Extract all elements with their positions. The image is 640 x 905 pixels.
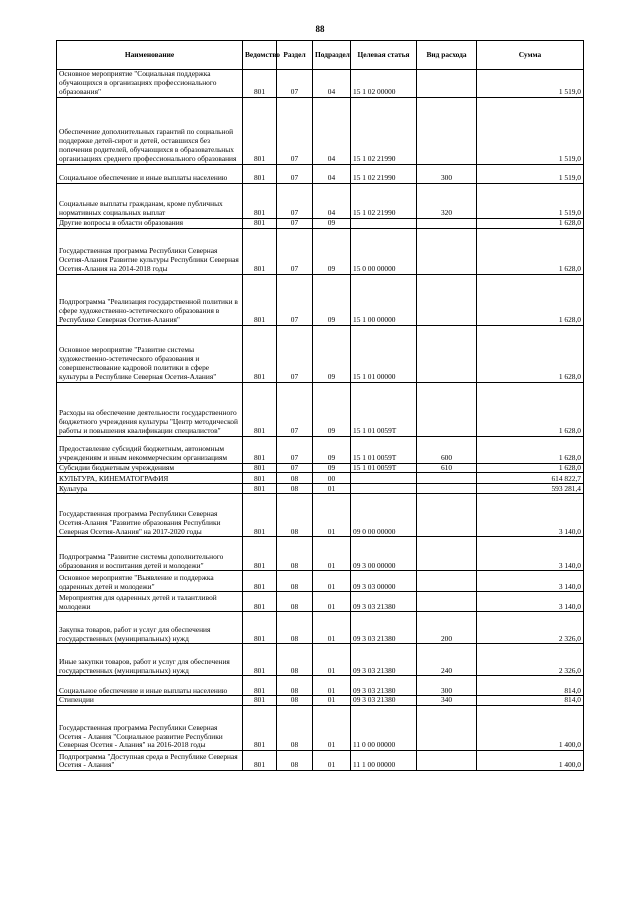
- row-razdel-cell: 07: [277, 382, 313, 436]
- row-summa-cell: 3 140,0: [477, 592, 584, 612]
- table-row: [57, 592, 584, 612]
- row-celevaya-statya-cell: 09 0 00 00000: [351, 494, 417, 537]
- row-razdel-cell: 07: [277, 463, 313, 473]
- row-razdel-cell: 07: [277, 274, 313, 325]
- row-vid-rashoda-cell: 300: [417, 676, 477, 696]
- row-vid-rashoda-cell: [417, 70, 477, 98]
- row-podrazdel-cell: 00: [313, 473, 351, 484]
- row-vedomstvo-cell: 801: [243, 676, 277, 696]
- row-name-cell: Социальное обеспечение и иные выплаты населению: [57, 676, 243, 696]
- row-celevaya-statya-cell: 15 1 02 21990: [351, 97, 417, 164]
- row-vedomstvo-cell: 801: [243, 164, 277, 183]
- row-vedomstvo-cell: 801: [243, 484, 277, 494]
- row-vid-rashoda-cell: [417, 592, 477, 612]
- row-name-cell: Субсидии бюджетным учреждениям: [57, 463, 243, 473]
- table-row: [57, 228, 584, 274]
- row-summa-cell: 1 519,0: [477, 164, 584, 183]
- row-summa-cell: 1 628,0: [477, 325, 584, 382]
- row-vid-rashoda-cell: [417, 484, 477, 494]
- row-razdel-cell: 08: [277, 644, 313, 676]
- row-razdel-cell: 08: [277, 571, 313, 592]
- row-razdel-cell: 07: [277, 70, 313, 98]
- row-podrazdel-cell: 09: [313, 463, 351, 473]
- row-vid-rashoda-cell: [417, 537, 477, 571]
- row-vedomstvo-cell: 801: [243, 592, 277, 612]
- row-celevaya-statya-cell: 11 0 00 00000: [351, 706, 417, 751]
- header-name: Наименование: [57, 41, 243, 70]
- row-podrazdel-cell: 09: [313, 382, 351, 436]
- row-summa-cell: 614 822,7: [477, 473, 584, 484]
- table-row: [57, 751, 584, 771]
- row-podrazdel-cell: 09: [313, 436, 351, 463]
- header-celevaya-statya: Целевая статья: [351, 41, 417, 70]
- row-celevaya-statya-cell: [351, 473, 417, 484]
- row-podrazdel-cell: 04: [313, 183, 351, 218]
- row-summa-cell: 1 519,0: [477, 183, 584, 218]
- row-podrazdel-cell: 04: [313, 70, 351, 98]
- row-podrazdel-cell: 04: [313, 164, 351, 183]
- row-podrazdel-cell: 01: [313, 644, 351, 676]
- row-celevaya-statya-cell: 09 3 03 21380: [351, 676, 417, 696]
- table-row: [57, 274, 584, 325]
- row-celevaya-statya-cell: 09 3 03 21380: [351, 696, 417, 706]
- row-celevaya-statya-cell: 09 3 00 00000: [351, 537, 417, 571]
- row-summa-cell: 593 281,4: [477, 484, 584, 494]
- row-summa-cell: 1 628,0: [477, 274, 584, 325]
- row-vedomstvo-cell: 801: [243, 473, 277, 484]
- table-row: [57, 70, 584, 98]
- row-podrazdel-cell: 01: [313, 706, 351, 751]
- row-celevaya-statya-cell: 15 1 00 00000: [351, 274, 417, 325]
- row-vedomstvo-cell: 801: [243, 274, 277, 325]
- row-razdel-cell: 07: [277, 228, 313, 274]
- row-razdel-cell: 08: [277, 537, 313, 571]
- table-row: [57, 218, 584, 228]
- table-row: [57, 164, 584, 183]
- table-row: [57, 183, 584, 218]
- row-vid-rashoda-cell: [417, 571, 477, 592]
- row-razdel-cell: 07: [277, 436, 313, 463]
- row-vedomstvo-cell: 801: [243, 228, 277, 274]
- row-razdel-cell: 08: [277, 676, 313, 696]
- header-vedomstvo: Ведомство: [243, 41, 277, 70]
- row-name-cell: Подпрограмма "Реализация государственной политики в сфере художественно-эстетического образования в Республике Северная Осетия-Алания": [57, 274, 243, 325]
- row-celevaya-statya-cell: 15 1 01 0059Т: [351, 436, 417, 463]
- row-summa-cell: 1 519,0: [477, 97, 584, 164]
- row-vedomstvo-cell: 801: [243, 382, 277, 436]
- row-summa-cell: 2 326,0: [477, 644, 584, 676]
- row-name-cell: Обеспечение дополнительных гарантий по социальной поддержке детей-сирот и детей, оставшихся без попечения родителей, обучающихся в образовательных организациях среднего профессионального образования: [57, 97, 243, 164]
- row-podrazdel-cell: 01: [313, 696, 351, 706]
- table-row: [57, 325, 584, 382]
- table-row: [57, 382, 584, 436]
- row-summa-cell: 1 628,0: [477, 382, 584, 436]
- row-celevaya-statya-cell: 15 1 02 21990: [351, 164, 417, 183]
- table-row: [57, 696, 584, 706]
- row-podrazdel-cell: 01: [313, 592, 351, 612]
- table-row: [57, 97, 584, 164]
- row-razdel-cell: 08: [277, 484, 313, 494]
- row-name-cell: Подпрограмма "Развитие системы дополнительного образования и воспитания детей и молодежи": [57, 537, 243, 571]
- row-vid-rashoda-cell: 600: [417, 436, 477, 463]
- row-name-cell: Государственная программа Республики Северная Осетия-Алания Развитие культуры Республики Северная Осетия-Алания на 2014-2018 годы: [57, 228, 243, 274]
- table-row: [57, 484, 584, 494]
- row-summa-cell: 2 326,0: [477, 612, 584, 644]
- table-row: [57, 706, 584, 751]
- header-vid-rashoda: Вид расхода: [417, 41, 477, 70]
- row-razdel-cell: 07: [277, 97, 313, 164]
- row-vid-rashoda-cell: 320: [417, 183, 477, 218]
- row-name-cell: Расходы на обеспечение деятельности государственного бюджетного учреждения культуры "Центр методической работы и повышения квалификации специалистов": [57, 382, 243, 436]
- row-celevaya-statya-cell: 15 1 02 21990: [351, 183, 417, 218]
- row-vid-rashoda-cell: 610: [417, 463, 477, 473]
- table-row: [57, 537, 584, 571]
- row-summa-cell: 814,0: [477, 676, 584, 696]
- row-summa-cell: 1 628,0: [477, 228, 584, 274]
- row-celevaya-statya-cell: 15 1 01 00000: [351, 325, 417, 382]
- header-razdel: Раздел: [277, 41, 313, 70]
- row-podrazdel-cell: 01: [313, 484, 351, 494]
- row-vid-rashoda-cell: [417, 473, 477, 484]
- row-podrazdel-cell: 01: [313, 494, 351, 537]
- row-celevaya-statya-cell: 15 1 01 0059Т: [351, 382, 417, 436]
- row-name-cell: Основное мероприятие "Выявление и поддержка одаренных детей и молодежи": [57, 571, 243, 592]
- row-summa-cell: 3 140,0: [477, 494, 584, 537]
- row-vid-rashoda-cell: [417, 382, 477, 436]
- row-razdel-cell: 07: [277, 164, 313, 183]
- row-razdel-cell: 08: [277, 696, 313, 706]
- row-celevaya-statya-cell: 09 3 03 00000: [351, 571, 417, 592]
- row-name-cell: Подпрограмма "Доступная среда в Республике Северная Осетия - Алания": [57, 751, 243, 771]
- table-header-row: [57, 41, 584, 70]
- row-vedomstvo-cell: 801: [243, 706, 277, 751]
- row-podrazdel-cell: 09: [313, 325, 351, 382]
- table-row: [57, 494, 584, 537]
- row-name-cell: Иные закупки товаров, работ и услуг для обеспечения государственных (муниципальных) нужд: [57, 644, 243, 676]
- row-vedomstvo-cell: 801: [243, 97, 277, 164]
- table-row: [57, 612, 584, 644]
- row-vedomstvo-cell: 801: [243, 325, 277, 382]
- table-row: [57, 571, 584, 592]
- row-vid-rashoda-cell: [417, 494, 477, 537]
- row-summa-cell: 1 519,0: [477, 70, 584, 98]
- row-razdel-cell: 08: [277, 494, 313, 537]
- row-celevaya-statya-cell: [351, 218, 417, 228]
- row-summa-cell: 1 628,0: [477, 218, 584, 228]
- row-podrazdel-cell: 01: [313, 571, 351, 592]
- row-podrazdel-cell: 01: [313, 751, 351, 771]
- row-name-cell: Социальное обеспечение и иные выплаты населению: [57, 164, 243, 183]
- row-vid-rashoda-cell: [417, 274, 477, 325]
- row-celevaya-statya-cell: 09 3 03 21380: [351, 644, 417, 676]
- table-row: [57, 676, 584, 696]
- row-vid-rashoda-cell: 300: [417, 164, 477, 183]
- row-razdel-cell: 07: [277, 325, 313, 382]
- row-summa-cell: 1 628,0: [477, 436, 584, 463]
- row-summa-cell: 1 400,0: [477, 751, 584, 771]
- row-celevaya-statya-cell: 15 0 00 00000: [351, 228, 417, 274]
- row-vedomstvo-cell: 801: [243, 612, 277, 644]
- row-razdel-cell: 07: [277, 218, 313, 228]
- row-celevaya-statya-cell: 15 1 01 0059Т: [351, 463, 417, 473]
- row-razdel-cell: 08: [277, 751, 313, 771]
- row-vid-rashoda-cell: [417, 325, 477, 382]
- row-name-cell: Стипендии: [57, 696, 243, 706]
- table-row: [57, 436, 584, 463]
- row-vid-rashoda-cell: [417, 751, 477, 771]
- row-podrazdel-cell: 09: [313, 274, 351, 325]
- row-vid-rashoda-cell: 200: [417, 612, 477, 644]
- row-razdel-cell: 07: [277, 183, 313, 218]
- header-podrazdel: Подраздел: [313, 41, 351, 70]
- row-vedomstvo-cell: 801: [243, 644, 277, 676]
- table-row: [57, 473, 584, 484]
- row-podrazdel-cell: 04: [313, 97, 351, 164]
- row-celevaya-statya-cell: 11 1 00 00000: [351, 751, 417, 771]
- row-name-cell: Государственная программа Республики Северная Осетия-Алания "Развитие образования Республики Северная Осетия-Алания" на 2017-2020 годы: [57, 494, 243, 537]
- row-name-cell: Основное мероприятие "Социальная поддержка обучающихся в организациях профессионального образования": [57, 70, 243, 98]
- row-summa-cell: 1 628,0: [477, 463, 584, 473]
- row-celevaya-statya-cell: 09 3 03 21380: [351, 592, 417, 612]
- row-razdel-cell: 08: [277, 706, 313, 751]
- row-podrazdel-cell: 09: [313, 228, 351, 274]
- row-name-cell: Основное мероприятие "Развитие системы художественно-эстетического образования и совершенствование кадровой политики в сфере культуры в Республике Северная Осетия-Алания": [57, 325, 243, 382]
- row-name-cell: Другие вопросы в области образования: [57, 218, 243, 228]
- row-razdel-cell: 08: [277, 473, 313, 484]
- table-row: [57, 463, 584, 473]
- row-name-cell: Предоставление субсидий бюджетным, автономным учреждениям и иным некоммерческим организациям: [57, 436, 243, 463]
- row-summa-cell: 814,0: [477, 696, 584, 706]
- row-vid-rashoda-cell: [417, 97, 477, 164]
- row-name-cell: Социальные выплаты гражданам, кроме публичных нормативных социальных выплат: [57, 183, 243, 218]
- row-razdel-cell: 08: [277, 612, 313, 644]
- row-vedomstvo-cell: 801: [243, 494, 277, 537]
- header-summa: Сумма: [477, 41, 584, 70]
- table-row: [57, 644, 584, 676]
- row-summa-cell: 3 140,0: [477, 537, 584, 571]
- row-vedomstvo-cell: 801: [243, 696, 277, 706]
- row-name-cell: Государственная программа Республики Северная Осетия - Алания "Социальное развитие Республики Северная Осетия - Алания" на 2016-2018 годы: [57, 706, 243, 751]
- row-vid-rashoda-cell: 240: [417, 644, 477, 676]
- row-vid-rashoda-cell: [417, 706, 477, 751]
- page-number: 88: [315, 24, 325, 34]
- row-vid-rashoda-cell: [417, 218, 477, 228]
- row-podrazdel-cell: 09: [313, 218, 351, 228]
- row-vid-rashoda-cell: [417, 228, 477, 274]
- row-podrazdel-cell: 01: [313, 537, 351, 571]
- row-vedomstvo-cell: 801: [243, 463, 277, 473]
- row-vedomstvo-cell: 801: [243, 537, 277, 571]
- row-vedomstvo-cell: 801: [243, 436, 277, 463]
- row-vid-rashoda-cell: 340: [417, 696, 477, 706]
- row-vedomstvo-cell: 801: [243, 751, 277, 771]
- row-name-cell: КУЛЬТУРА, КИНЕМАТОГРАФИЯ: [57, 473, 243, 484]
- row-vedomstvo-cell: 801: [243, 183, 277, 218]
- row-summa-cell: 3 140,0: [477, 571, 584, 592]
- row-podrazdel-cell: 01: [313, 612, 351, 644]
- row-razdel-cell: 08: [277, 592, 313, 612]
- row-celevaya-statya-cell: 15 1 02 00000: [351, 70, 417, 98]
- budget-table: [56, 40, 584, 771]
- row-vedomstvo-cell: 801: [243, 218, 277, 228]
- row-summa-cell: 1 400,0: [477, 706, 584, 751]
- row-vedomstvo-cell: 801: [243, 70, 277, 98]
- row-name-cell: Мероприятия для одаренных детей и талантливой молодежи: [57, 592, 243, 612]
- row-podrazdel-cell: 01: [313, 676, 351, 696]
- row-celevaya-statya-cell: [351, 484, 417, 494]
- row-vedomstvo-cell: 801: [243, 571, 277, 592]
- row-name-cell: Культура: [57, 484, 243, 494]
- row-celevaya-statya-cell: 09 3 03 21380: [351, 612, 417, 644]
- row-name-cell: Закупка товаров, работ и услуг для обеспечения государственных (муниципальных) нужд: [57, 612, 243, 644]
